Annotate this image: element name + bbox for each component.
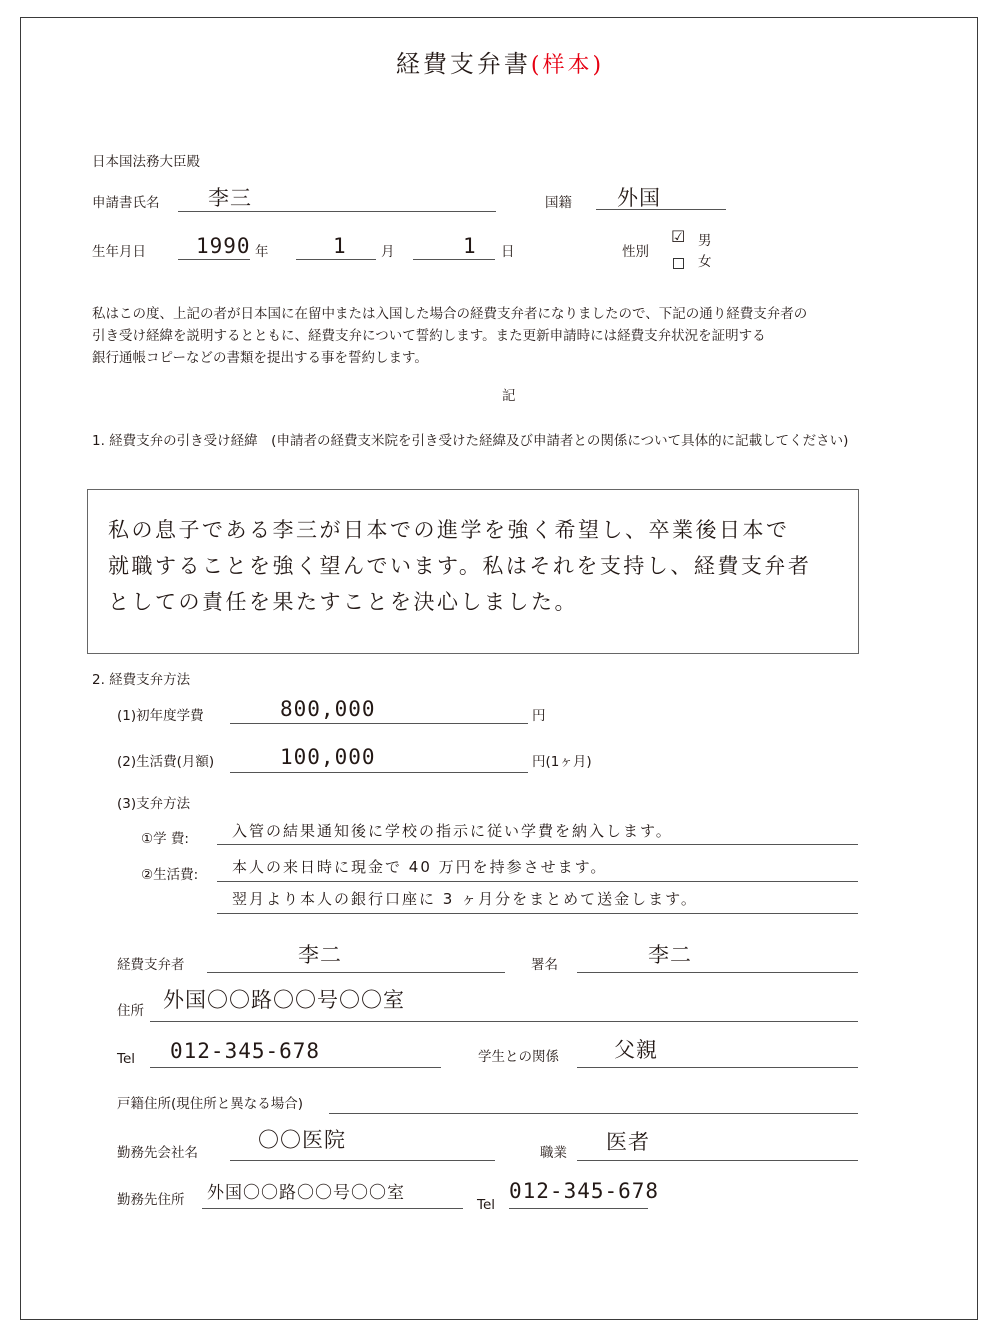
form-title	[0, 44, 1000, 79]
tuition-value[interactable]: 800,000	[280, 697, 376, 721]
tuition-label: (1)初年度学費	[117, 708, 204, 724]
birth-year-value[interactable]: 1990	[196, 234, 251, 258]
nationality-value[interactable]: 外国	[617, 186, 661, 210]
section1-box[interactable]	[87, 489, 859, 654]
declaration-line: 引き受け経緯を説明するとともに、経費支弁について誓約します。また更新申請時には経費支弁状況を証明する	[92, 328, 766, 344]
birth-year-unit: 年	[255, 244, 269, 260]
signature-value[interactable]: 李二	[648, 943, 692, 967]
birth-day-value[interactable]: 1	[463, 234, 477, 258]
living-unit: 円(1ヶ月)	[532, 754, 592, 770]
relation-value[interactable]: 父親	[614, 1038, 658, 1062]
domicile-label: 戸籍住所(現住所と異なる場合)	[117, 1096, 304, 1112]
declaration-line: 銀行通帳コピーなどの書類を提出する事を誓約します。	[92, 350, 428, 366]
occupation-value[interactable]: 医者	[606, 1130, 650, 1154]
relation-label: 学生との関係	[478, 1049, 559, 1065]
section1-text	[108, 512, 811, 620]
section1-heading: 1. 経費支弁の引き受け経緯 (申請者の経費支米院を引き受けた経緯及び申請者との関係について具体的に記載してください)	[92, 433, 849, 449]
living-value[interactable]: 100,000	[280, 745, 376, 769]
work-address-value[interactable]: 外国〇〇路〇〇号〇〇室	[207, 1183, 405, 1203]
male-checkbox-checked[interactable]: ☑	[671, 227, 686, 246]
method-tuition-text[interactable]: 入管の結果通知後に学校の指示に従い学費を納入します。	[232, 822, 673, 840]
method-living-text-1[interactable]: 本人の来日時に現金で 40 万円を持参させます。	[232, 858, 608, 876]
declaration-line: 私はこの度、上記の者が日本国に在留中または入国した場合の経費支弁者になりましたので、下記の通り経費支弁者の	[92, 306, 808, 322]
supporter-name-value[interactable]: 李二	[298, 943, 342, 967]
work-address-label: 勤務先住所	[117, 1192, 185, 1208]
birth-month-value[interactable]: 1	[333, 234, 347, 258]
female-checkbox[interactable]	[673, 258, 684, 269]
employer-label: 勤務先会社名	[117, 1145, 198, 1161]
signature-label: 署名	[531, 957, 558, 973]
birth-month-unit: 月	[381, 244, 395, 260]
gender-label: 性別	[622, 244, 649, 260]
section1-line: 就職することを強く望んでいます。私はそれを支持し、経費支弁者	[108, 554, 812, 578]
applicant-value[interactable]: 李三	[208, 186, 252, 210]
ki-mark: 記	[502, 388, 516, 404]
declaration-paragraph	[92, 303, 892, 369]
gender-male-label: 男	[698, 233, 712, 249]
birth-label: 生年月日	[92, 244, 146, 260]
tel-value[interactable]: 012-345-678	[170, 1039, 321, 1063]
address-value[interactable]: 外国〇〇路〇〇号〇〇室	[163, 988, 405, 1012]
section1-line: 私の息子である李三が日本での進学を強く希望し、卒業後日本で	[108, 518, 790, 542]
address-label: 住所	[117, 1003, 144, 1019]
employer-value[interactable]: 〇〇医院	[258, 1128, 346, 1152]
method-tuition-label: ①学 費:	[141, 831, 189, 847]
occupation-label: 職業	[540, 1145, 567, 1161]
method-label: (3)支弁方法	[117, 796, 191, 812]
section2-heading: 2. 経費支弁方法	[92, 672, 191, 688]
tel-label: Tel	[117, 1051, 136, 1067]
tuition-unit: 円	[532, 708, 546, 724]
method-living-text-2[interactable]: 翌月より本人の銀行口座に 3 ヶ月分をまとめて送金します。	[232, 890, 698, 908]
title-sample-note: (样本)	[530, 53, 605, 78]
nationality-label: 国籍	[545, 195, 572, 211]
method-living-label: ②生活費:	[141, 867, 199, 883]
section1-line: としての責任を果たすことを決心しました。	[108, 590, 578, 614]
gender-female-label: 女	[698, 254, 712, 270]
birth-day-unit: 日	[501, 244, 515, 260]
living-label: (2)生活費(月額)	[117, 754, 215, 770]
addressee: 日本国法務大臣殿	[92, 154, 200, 170]
title-text: 経費支弁書	[395, 50, 531, 78]
work-tel-label: Tel	[477, 1197, 496, 1213]
applicant-label: 申請書氏名	[92, 195, 160, 211]
form-border	[20, 17, 978, 1320]
work-tel-value[interactable]: 012-345-678	[509, 1179, 660, 1203]
supporter-name-label: 経費支弁者	[117, 957, 185, 973]
